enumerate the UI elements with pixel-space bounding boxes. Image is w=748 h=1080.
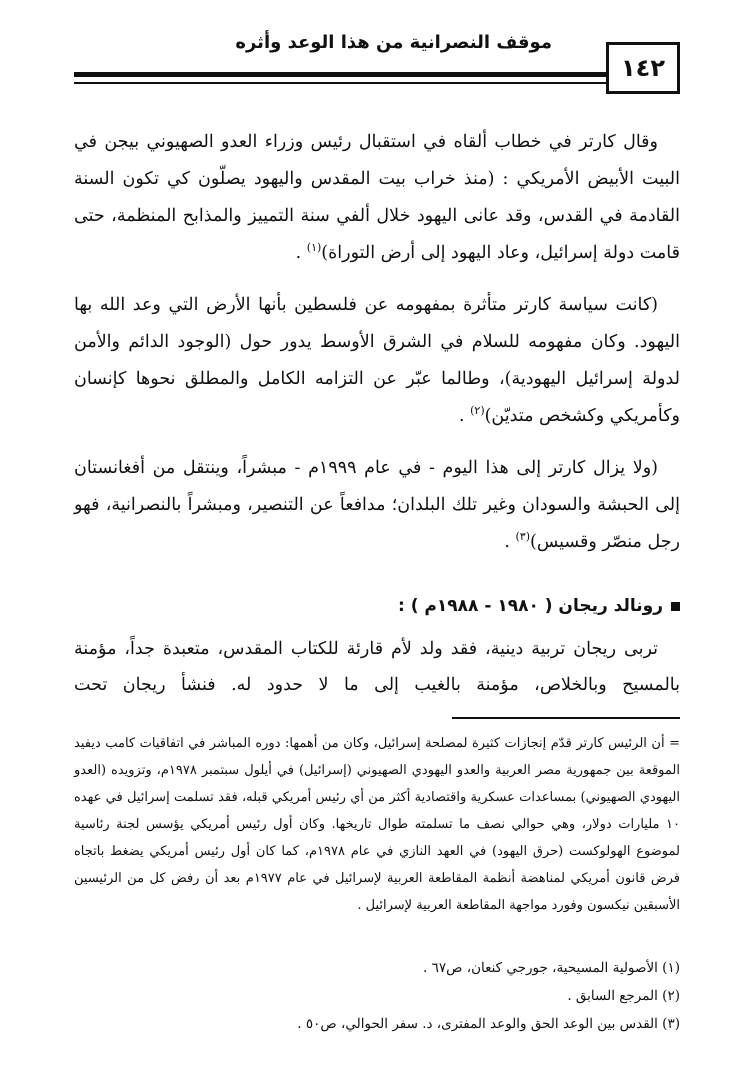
running-title: موقف النصرانية من هذا الوعد وأثره — [235, 32, 552, 53]
footnote-ref: (١) — [306, 241, 322, 255]
paragraph — [74, 124, 680, 272]
footnote-item: (٣) القدس بين الوعد الحق والوعد المفترى، د. سفر الحوالي، ص٥٠ . — [297, 1016, 680, 1032]
reagan-text — [74, 631, 680, 703]
paragraph-text: (ولا يزال كارتر إلى هذا اليوم - في عام ١٩٩٩م - مبشراً، وينتقل من أفغانستان إلى الحبشة والسودان وغير تلك البلدان؛ مدافعاً عن التنصير، ومبشراً بالنصرانية، فهو رجل منصّر وقسيس) — [74, 458, 680, 552]
paragraph-text: وقال كارتر في خطاب ألقاه في استقبال رئيس وزراء العدو الصهيوني بيجن في البيت الأبيض الأمريكي : (منذ خراب بيت المقدس واليهود يصلّون كي تكون السنة القادمة في القدس، وقد عانى اليهود خلال ألفي سنة التمييز والمذابح المنظمة، حتى قامت دولة إسرائيل، وعاد اليهود إلى أرض التوراة) — [74, 132, 680, 263]
footnote-ref: (٣) — [515, 530, 531, 544]
paragraph-end: . — [504, 532, 516, 552]
main-text — [74, 124, 680, 576]
section-heading-text: رونالد ريجان ( ١٩٨٠ - ١٩٨٨م ) : — [398, 596, 663, 616]
square-bullet-icon — [671, 602, 680, 611]
paragraph — [74, 287, 680, 435]
footnotes — [74, 954, 680, 1038]
page-number: ١٤٢ — [621, 54, 665, 82]
paragraph: تربى ريجان تربية دينية، فقد ولد لأم قارئة للكتاب المقدس، متعبدة جداً، مؤمنة بالمسيح وبالخلاص، مؤمنة بالغيب إلى ما لا حدود له. فنشأ ريجان تحت — [74, 639, 680, 695]
paragraph-text: (كانت سياسة كارتر متأثرة بمفهومه عن فلسطين بأنها الأرض التي وعد الله بها اليهود. وكان مفهومه للسلام في الشرق الأوسط يدور حول (الوجود الدائم والأمن لدولة إسرائيل اليهودية)، وطالما عبّر عن التزامه الكامل والمطلق نحوها كإنسان وكأمريكي وكشخص متديّن) — [74, 295, 680, 426]
footnote-separator — [452, 717, 680, 719]
paragraph-end: . — [458, 406, 471, 426]
section-heading — [74, 588, 680, 624]
page-number-box — [606, 42, 680, 94]
paragraph-end: . — [295, 243, 307, 263]
header-rule-thin — [74, 82, 610, 84]
footnote-continuation-text: = أن الرئيس كارتر قدّم إنجازات كثيرة لمصلحة إسرائيل، وكان من أهمها: دوره المباشر في اتفاقيات كامب ديفيد الموقعة بين جمهورية مصر العربية والعدو اليهودي الصهيوني (إسرائيل) في أيلول سبتمبر ١٩٧٨م، وتزويده (العدو اليهودي الصهيوني) بمساعدات عسكرية واقتصادية أكثر من أي رئيس أمريكي قبله، فقد تسلمت إسرائيل في عهده ١٠ مليارات دولار، وهي حوالي نصف ما تسلمته طوال تاريخها. وكان أول رئيس أمريكي يؤسس لجنة رئاسية لموضوع الهولوكست (حرق اليهود) في العهد النازي في عام ١٩٧٨م، كما كان أول رئيس أمريكي يضغط باتجاه فرض قانون أمريكي لمناهضة أنظمة المقاطعة العربية لإسرائيل في عام ١٩٧٧م بعد أن رفض كل من الرئيسين الأسبقين نيكسون وفورد مواجهة المقاطعة العربية لإسرائيل . — [74, 736, 680, 913]
paragraph — [74, 450, 680, 561]
footnote-item: (١) الأصولية المسيحية، جورجي كنعان، ص٦٧ . — [422, 960, 680, 976]
page-header — [74, 26, 680, 98]
footnote-item: (٢) المرجع السابق . — [567, 988, 680, 1004]
header-rule-thick — [74, 72, 610, 77]
footnote-ref: (٢) — [470, 404, 485, 418]
footnote-continuation — [74, 730, 680, 919]
